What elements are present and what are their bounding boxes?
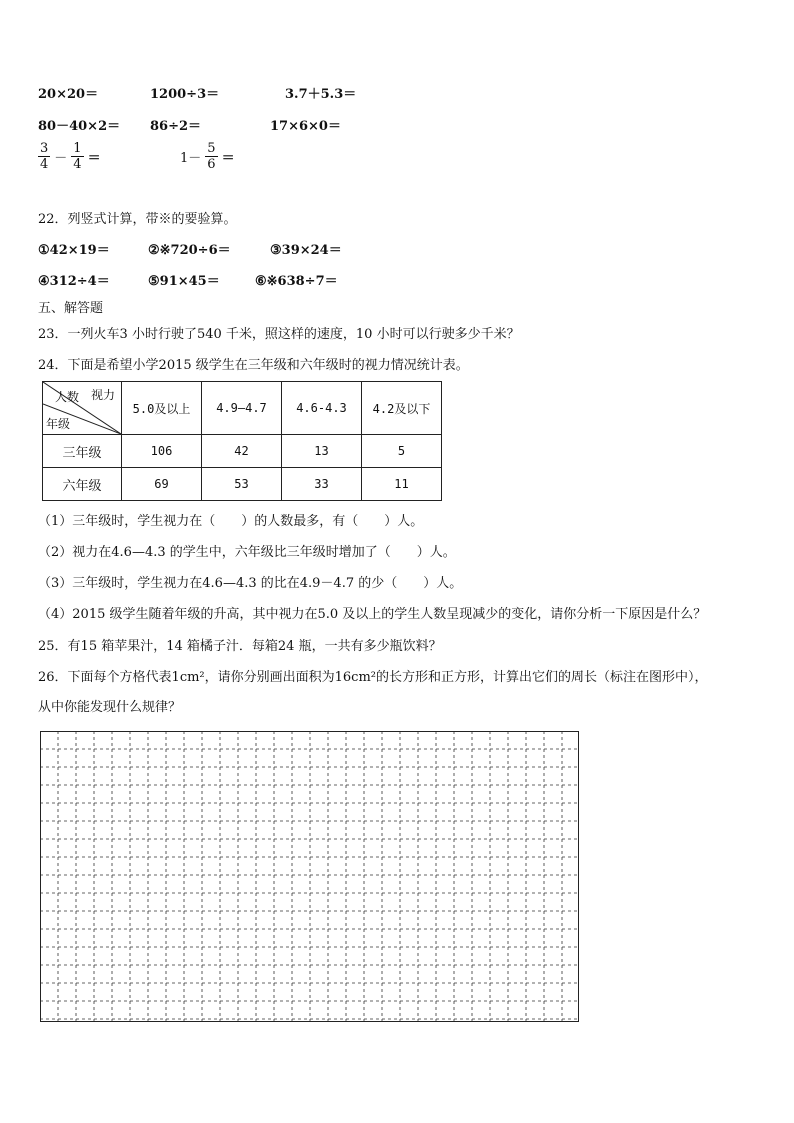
- table-row: [43, 435, 442, 468]
- vertical-calc-item: ①42×19＝: [38, 243, 110, 258]
- denominator: 4: [40, 157, 49, 172]
- fraction: [71, 141, 83, 172]
- section-heading: 五、解答题: [38, 301, 104, 316]
- calc-item: 3.7＋5.3＝: [285, 87, 357, 102]
- denominator: 6: [207, 157, 216, 172]
- calc-item: 86÷2＝: [150, 119, 202, 134]
- table-corner-cell: [43, 382, 122, 435]
- fraction-expression: [180, 141, 235, 172]
- sub-question-3: （3）三年级时，学生视力在4.6—4.3 的比在4.9－4.7 的少（ ）人。: [38, 576, 463, 591]
- calc-item: 20×20＝: [38, 87, 99, 102]
- row-label: 三年级: [43, 435, 122, 468]
- question-26-line2: 从中你能发现什么规律？: [38, 700, 182, 715]
- fraction: [205, 141, 217, 172]
- fraction: [38, 141, 50, 172]
- vertical-calc-item: ④312÷4＝: [38, 274, 110, 289]
- calc-item: 80－40×2＝: [38, 119, 121, 134]
- question-22-title: 22．列竖式计算，带※的要验算。: [38, 212, 237, 227]
- operator: －: [54, 151, 68, 166]
- column-header: 4.6-4.3: [282, 382, 362, 435]
- table-row: [43, 468, 442, 501]
- table-cell: 42: [202, 435, 282, 468]
- sub-question-2: （2）视力在4.6—4.3 的学生中，六年级比三年级时增加了（ ）人。: [38, 545, 456, 560]
- table-cell: 11: [362, 468, 442, 501]
- table-header-row: [43, 382, 442, 435]
- question-24-title: 24．下面是希望小学2015 级学生在三年级和六年级时的视力情况统计表。: [38, 358, 469, 373]
- table-cell: 69: [122, 468, 202, 501]
- column-header: 4.2及以下: [362, 382, 442, 435]
- numerator: 5: [207, 141, 216, 156]
- sub-question-1: （1）三年级时，学生视力在（ ）的人数最多，有（ ）人。: [38, 514, 424, 529]
- vertical-calc-item: ⑥※638÷7＝: [255, 274, 338, 289]
- table-cell: 106: [122, 435, 202, 468]
- fraction-expression: [38, 141, 101, 172]
- question-23: 23．一列火车3 小时行驶了540 千米，照这样的速度，10 小时可以行驶多少千米？: [38, 327, 520, 342]
- calc-item: 17×6×0＝: [270, 119, 341, 134]
- corner-label-vision: 视力: [91, 388, 116, 402]
- table-cell: 5: [362, 435, 442, 468]
- whole-part: 1－: [180, 151, 202, 166]
- column-header: 5.0及以上: [122, 382, 202, 435]
- question-26-line1: 26．下面每个方格代表1cm²，请你分别画出面积为16cm²的长方形和正方形，计算出它们的周长（标注在图形中），: [38, 670, 708, 685]
- grid-paper: [40, 731, 580, 1023]
- equals-sign: ＝: [221, 151, 235, 166]
- row-label: 六年级: [43, 468, 122, 501]
- table-cell: 33: [282, 468, 362, 501]
- numerator: 3: [40, 141, 49, 156]
- vertical-calc-item: ②※720÷6＝: [148, 243, 231, 258]
- equals-sign: ＝: [87, 151, 101, 166]
- calc-item: 1200÷3＝: [150, 87, 220, 102]
- vision-table: [42, 381, 442, 501]
- numerator: 1: [73, 141, 82, 156]
- table-cell: 53: [202, 468, 282, 501]
- corner-label-people: 人数: [55, 390, 80, 404]
- sub-question-4: （4）2015 级学生随着年级的升高，其中视力在5.0 及以上的学生人数呈现减少的变化，请你分析一下原因是什么？: [38, 607, 707, 622]
- vertical-calc-item: ⑤91×45＝: [148, 274, 220, 289]
- column-header: 4.9—4.7: [202, 382, 282, 435]
- corner-label-grade: 年级: [46, 417, 71, 431]
- question-25: 25．有15 箱苹果汁，14 箱橘子汁．每箱24 瓶，一共有多少瓶饮料？: [38, 639, 442, 654]
- vertical-calc-item: ③39×24＝: [270, 243, 342, 258]
- denominator: 4: [73, 157, 82, 172]
- table-cell: 13: [282, 435, 362, 468]
